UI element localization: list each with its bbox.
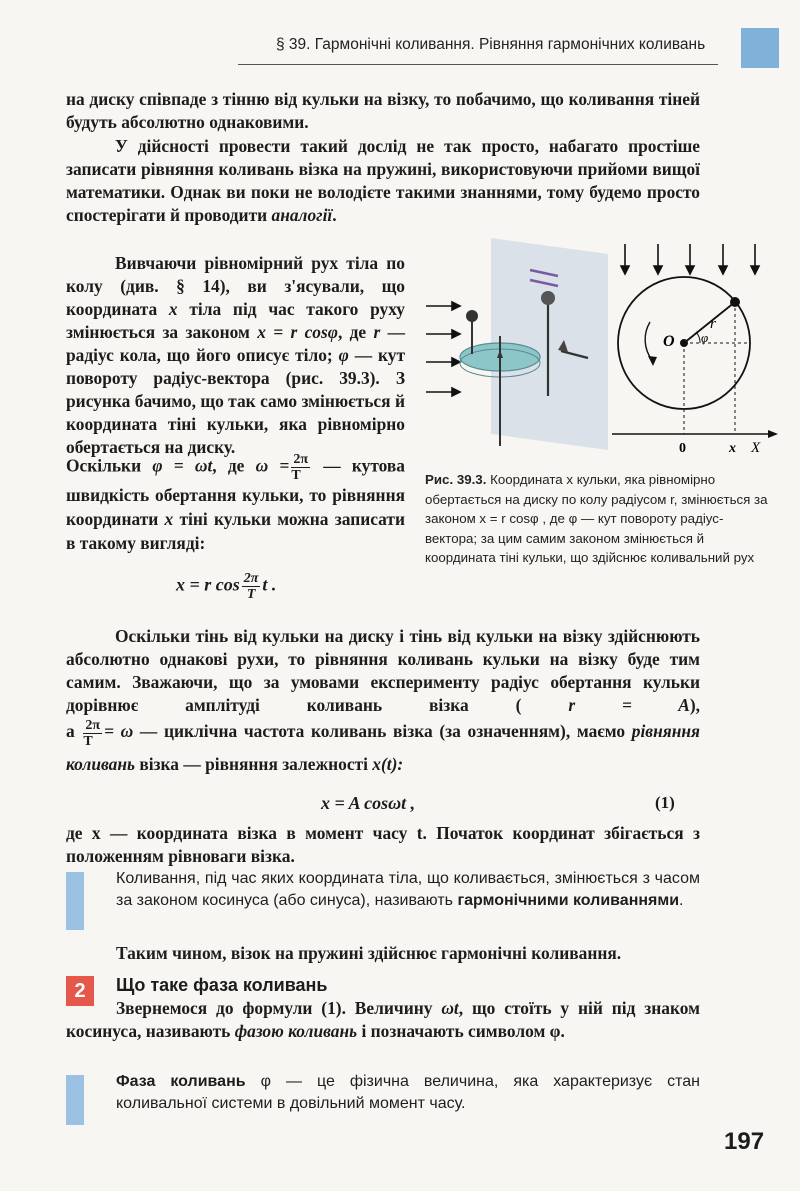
- paragraph-2-text: У дійсності провести такий дослід не так просто, набагато простіше записати рівняння коливань візка на пружині, використовуючи прийоми вищої математики. Однак ви поки не володієте такими знаннями, тому будемо просто спостерігати й проводити: [66, 136, 700, 225]
- label-x: x: [729, 441, 736, 456]
- definition-1: Коливання, під час яких координата тіла, що коливається, змінюється з часом за законом косинуса (або синуса), називають гармонічними коливаннями.: [116, 870, 700, 909]
- formula-x-rcos: x = r cos $\frac{2\pi}{T}$ t .: [176, 571, 277, 602]
- math-x-rcos: x = r cosφ: [257, 322, 338, 342]
- paragraph-4: [66, 452, 405, 555]
- paragraph-7: де x — координата візка в момент часу t. Початок координат збігається з положенням рівноваги візка.: [66, 823, 700, 866]
- definition-2: Фаза коливань φ — це фізична величина, яка характеризує стан коливальної системи в довільний момент часу.: [116, 1073, 701, 1112]
- light-arrows-left: [426, 302, 460, 396]
- p3-text-d: — радіус кола, що його описує тіло;: [66, 322, 405, 365]
- label-X: X: [751, 440, 761, 456]
- italic-term: рівняння коливань: [66, 721, 700, 774]
- p4-text-a: Оскільки: [66, 455, 142, 476]
- math-phi: φ: [338, 345, 349, 365]
- ball-on-disk: [466, 310, 478, 322]
- paragraph-2: У дійсності провести такий дослід не так просто, набагато простіше записати рівняння коливань візка на пружині, використовуючи прийоми вищої математики. Однак ви поки не володієте такими знаннями, тому будемо просто спостерігати й проводити аналогії.: [66, 136, 700, 225]
- label-r: r: [710, 316, 716, 332]
- italic-phase: фазою коливань: [234, 1021, 358, 1041]
- definition-bar-2: [66, 1075, 84, 1125]
- math-x-2: x: [164, 509, 174, 529]
- caption-text: Координата x кульки, яка рівномірно обертається на диску по колу радіусом r, змінюється за законом x = r cosφ , де φ — кут повороту радіус-вектора; за цим самим законом змінюється й координата тіні кульки, що здійснює коливальний рух: [425, 472, 768, 565]
- paragraph-6: а $\frac{2\pi}{T}$ = ω — циклічна частота коливань візка (за означенням), маємо рівняння коливань візка — рівняння залежності x(t):: [66, 717, 700, 774]
- definition-term-1: гармонічними коливаннями: [457, 892, 680, 909]
- p3-text-c: , де: [337, 322, 367, 342]
- p4-text-b: , де: [212, 455, 245, 476]
- p5-text: Оскільки тінь від кульки на диску і тінь від кульки на візку здійснюють абсолютно однакові рухи, то рівняння коливань кульки на візку буде тим самим. Зважаючи, що за умовами експерименту радіус обертання кульки дорівнює амплітуді коливань візка (: [66, 626, 700, 715]
- figure-39-3: [418, 236, 780, 458]
- paragraph-8: Таким чином, візок на пружині здійснює гармонічні коливання.: [116, 943, 622, 963]
- paragraph-3: [66, 252, 405, 459]
- light-arrows-down: [621, 244, 759, 274]
- p3-text-e: — кут повороту радіус-вектора (рис. 39.3). З рисунка бачимо, що так само змінюється й координата тіні кульки, яка рівномірно обертається на диску.: [66, 345, 405, 457]
- fraction-2pi-T-2: $\frac{2\pi}{T}$: [83, 717, 101, 749]
- label-zero: 0: [679, 441, 686, 456]
- section-title: Що таке фаза коливань: [116, 975, 328, 995]
- math-r-eq-A: r = A: [568, 695, 690, 715]
- caption-label: Рис. 39.3.: [425, 472, 487, 487]
- label-phi: φ: [701, 330, 709, 345]
- formula-1-number: (1): [655, 793, 675, 812]
- label-O: O: [663, 333, 675, 350]
- paragraph-9: Звернемося до формули (1). Величину ωt, що стоїть у ній під знаком косинуса, називають фазою коливань і позначають символом φ.: [66, 998, 700, 1041]
- p4-text-c: — кутова швидкість обертання кульки, то рівняння координати: [66, 455, 405, 529]
- section-number-badge: 2: [66, 976, 94, 1006]
- formula-1: x = A cosωt ,: [321, 793, 416, 813]
- figure-caption: [425, 470, 775, 568]
- paragraph-1: на диску співпаде з тінню від кульки на візку, то побачимо, що коливання тіней будуть абсолютно однаковими.: [66, 89, 700, 132]
- chapter-tab: [741, 28, 779, 68]
- math-r: r: [373, 322, 381, 342]
- p3-text-b: тіла під час такого руху змінюється за законом: [66, 299, 405, 342]
- fraction-2pi-T: $\frac{2\pi}{T}$: [291, 452, 308, 483]
- header-divider: [238, 64, 718, 65]
- p3-text-a: Вивчаючи рівномірний рух тіла по колу (див. § 14), ви з'ясували, що координата: [66, 253, 405, 319]
- definition-bar-1: [66, 872, 84, 930]
- math-phi-wt: φ = ωt: [152, 455, 213, 476]
- math-omega-eq: ω =: [255, 455, 290, 476]
- paragraph-5: Оскільки тінь від кульки на диску і тінь від кульки на візку здійснюють абсолютно однакові рухи, то рівняння коливань кульки на візку буде тим самим. Зважаючи, що за умовами експерименту радіус обертання кульки дорівнює амплітуді коливань візка ( r = A),: [66, 626, 700, 715]
- running-header: § 39. Гармонічні коливання. Рівняння гармонічних коливань: [276, 36, 706, 53]
- page-number: 197: [724, 1128, 765, 1155]
- p4-text-d: тіні кульки можна записати в такому вигляді:: [66, 509, 405, 553]
- shadow-ball: [541, 291, 555, 305]
- paragraph-2-italic: аналогії: [271, 205, 333, 225]
- definition-term-2: Фаза коливань: [116, 1073, 246, 1090]
- math-x: x: [168, 299, 178, 319]
